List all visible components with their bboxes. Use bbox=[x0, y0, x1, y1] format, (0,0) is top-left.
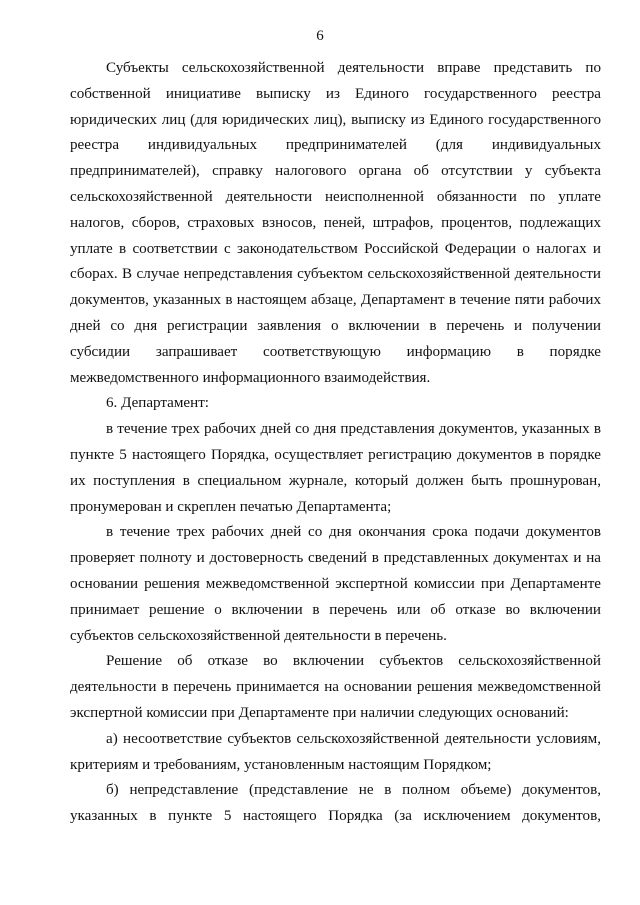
paragraph-ground-a: а) несоответствие субъектов сельскохозяйственной деятельности условиям, критериям и требованиям, установленным настоящим Порядком; bbox=[70, 730, 601, 773]
paragraph-verification: в течение трех рабочих дней со дня окончания срока подачи документов проверяет полноту и достоверность сведений в представленных документах и на основании решения межведомственной экспертной комиссии при Департаменте принимает решение о включении в перечень или об отказе во включении субъектов сельскохозяйственной деятельности в перечень. bbox=[70, 524, 601, 644]
paragraph-ground-b: б) непредставление (представление не в полном объеме) документов, указанных в пункте 5 настоящего Порядка (за исключением документов, bbox=[70, 782, 601, 825]
paragraph-extracts: Субъекты сельскохозяйственной деятельности вправе представить по собственной инициативе выписку из Единого государственного реестра юридических лиц (для юридических лиц), выписку из Единого государственного реестра индивидуальных предпринимателей (для индивидуальных предпринимателей), справку налогового органа об отсутствии у субъекта сельскохозяйственной деятельности неисполненной обязанности по уплате налогов, сборов, страховых взносов, пеней, штрафов, процентов, подлежащих уплате в соответствии с законодательством Российской Федерации о налогах и сборах. В случае непредставления субъектом сельскохозяйственной деятельности документов, указанных в настоящем абзаце, Департамент в течение пяти рабочих дней со дня регистрации заявления о включении в перечень и получении субсидии запрашивает соответствующую информацию в порядке межведомственного информационного взаимодействия. bbox=[70, 60, 601, 386]
paragraph-registration: в течение трех рабочих дней со дня представления документов, указанных в пункте 5 настоящего Порядка, осуществляет регистрацию документов в порядке их поступления в специальном журнале, который должен быть прошнурован, пронумерован и скреплен печатью Департамента; bbox=[70, 421, 601, 515]
page-number: 6 bbox=[316, 28, 324, 44]
paragraph-refusal-decision: Решение об отказе во включении субъектов сельскохозяйственной деятельности в перечень принимается на основании решения межведомственной экспертной комиссии при Департаменте при наличии следующих оснований: bbox=[70, 653, 601, 721]
document-body bbox=[70, 56, 601, 830]
paragraph-section-6-heading: 6. Департамент: bbox=[106, 395, 209, 412]
